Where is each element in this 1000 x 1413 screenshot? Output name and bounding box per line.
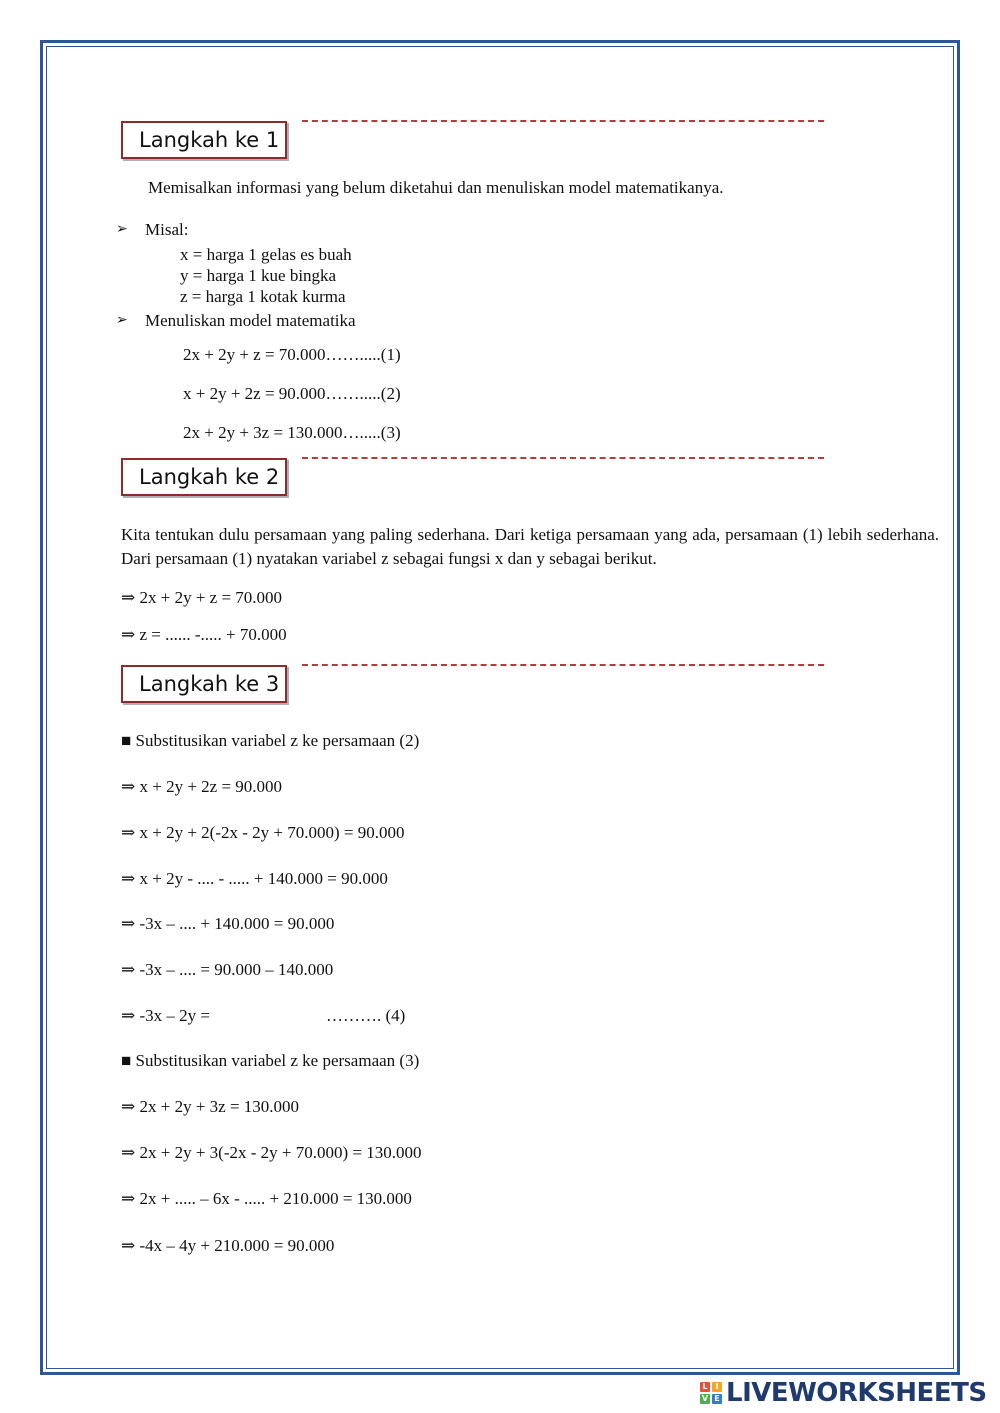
sub1-line-4: ⇒ -3x – .... + 140.000 = 90.000 xyxy=(121,914,335,933)
logo-letter: V xyxy=(701,1394,709,1403)
sub1-line-3: ⇒ x + 2y - .... - ..... + 140.000 = 90.000 xyxy=(121,869,388,888)
substitution-heading-1: ■ Substitusikan variabel z ke persamaan (2) xyxy=(121,731,420,750)
arrow-bullet-icon: ➢ xyxy=(116,222,128,237)
var-y: y = harga 1 kue bingka xyxy=(180,266,337,285)
equation-2: x + 2y + 2z = 90.000…….....(2) xyxy=(183,384,401,403)
sub1-line-1: ⇒ x + 2y + 2z = 90.000 xyxy=(121,777,283,796)
step1-heading: Langkah ke 1 xyxy=(121,121,287,159)
logo-text: LIVEWORKSHEETS xyxy=(726,1378,987,1408)
equation-4-tag: ………. (4) xyxy=(326,1006,406,1025)
step3-dashed-divider xyxy=(302,664,824,666)
substitution-heading-2: ■ Substitusikan variabel z ke persamaan (3) xyxy=(121,1051,420,1070)
step3-heading: Langkah ke 3 xyxy=(121,665,287,703)
arrow-bullet-icon: ➢ xyxy=(116,313,128,328)
step1-dashed-divider xyxy=(302,120,824,122)
sub2-line-4: ⇒ -4x – 4y + 210.000 = 90.000 xyxy=(121,1236,335,1255)
sub2-line-1: ⇒ 2x + 2y + 3z = 130.000 xyxy=(121,1097,300,1116)
sub2-line-3: ⇒ 2x + ..... – 6x - ..... + 210.000 = 130.000 xyxy=(121,1189,412,1208)
model-label: Menuliskan model matematika xyxy=(145,311,356,330)
sub2-line-2: ⇒ 2x + 2y + 3(-2x - 2y + 70.000) = 130.000 xyxy=(121,1143,422,1162)
equation-3: 2x + 2y + 3z = 130.000….....(3) xyxy=(183,423,401,442)
sub1-line-5: ⇒ -3x – .... = 90.000 – 140.000 xyxy=(121,960,334,979)
step2-line-1: ⇒ 2x + 2y + z = 70.000 xyxy=(121,588,283,607)
step2-line-2: ⇒ z = ...... -..... + 70.000 xyxy=(121,625,287,644)
step2-paragraph: Kita tentukan dulu persamaan yang paling sederhana. Dari ketiga persamaan yang ada, persamaan (1) lebih sederhana. Dari persamaan (1) nyatakan variabel z sebagai fungsi x dan y sebagai berikut. xyxy=(121,525,939,568)
step2-dashed-divider xyxy=(302,457,824,459)
step1-intro: Memisalkan informasi yang belum diketahui dan menuliskan model matematikanya. xyxy=(148,178,724,197)
liveworksheets-logo[interactable] xyxy=(700,1380,987,1406)
equation-1: 2x + 2y + z = 70.000…….....(1) xyxy=(183,345,401,364)
sub1-line-2: ⇒ x + 2y + 2(-2x - 2y + 70.000) = 90.000 xyxy=(121,823,405,842)
sub1-line-6: ⇒ -3x – 2y = xyxy=(121,1006,210,1025)
misal-label: Misal: xyxy=(145,220,189,239)
var-z: z = harga 1 kotak kurma xyxy=(180,287,346,306)
logo-letter: L xyxy=(700,1382,710,1392)
logo-grid-icon xyxy=(700,1382,722,1404)
logo-letter: I xyxy=(712,1382,722,1392)
var-x: x = harga 1 gelas es buah xyxy=(180,245,352,264)
logo-letter: E xyxy=(712,1394,722,1404)
step2-heading: Langkah ke 2 xyxy=(121,458,287,496)
